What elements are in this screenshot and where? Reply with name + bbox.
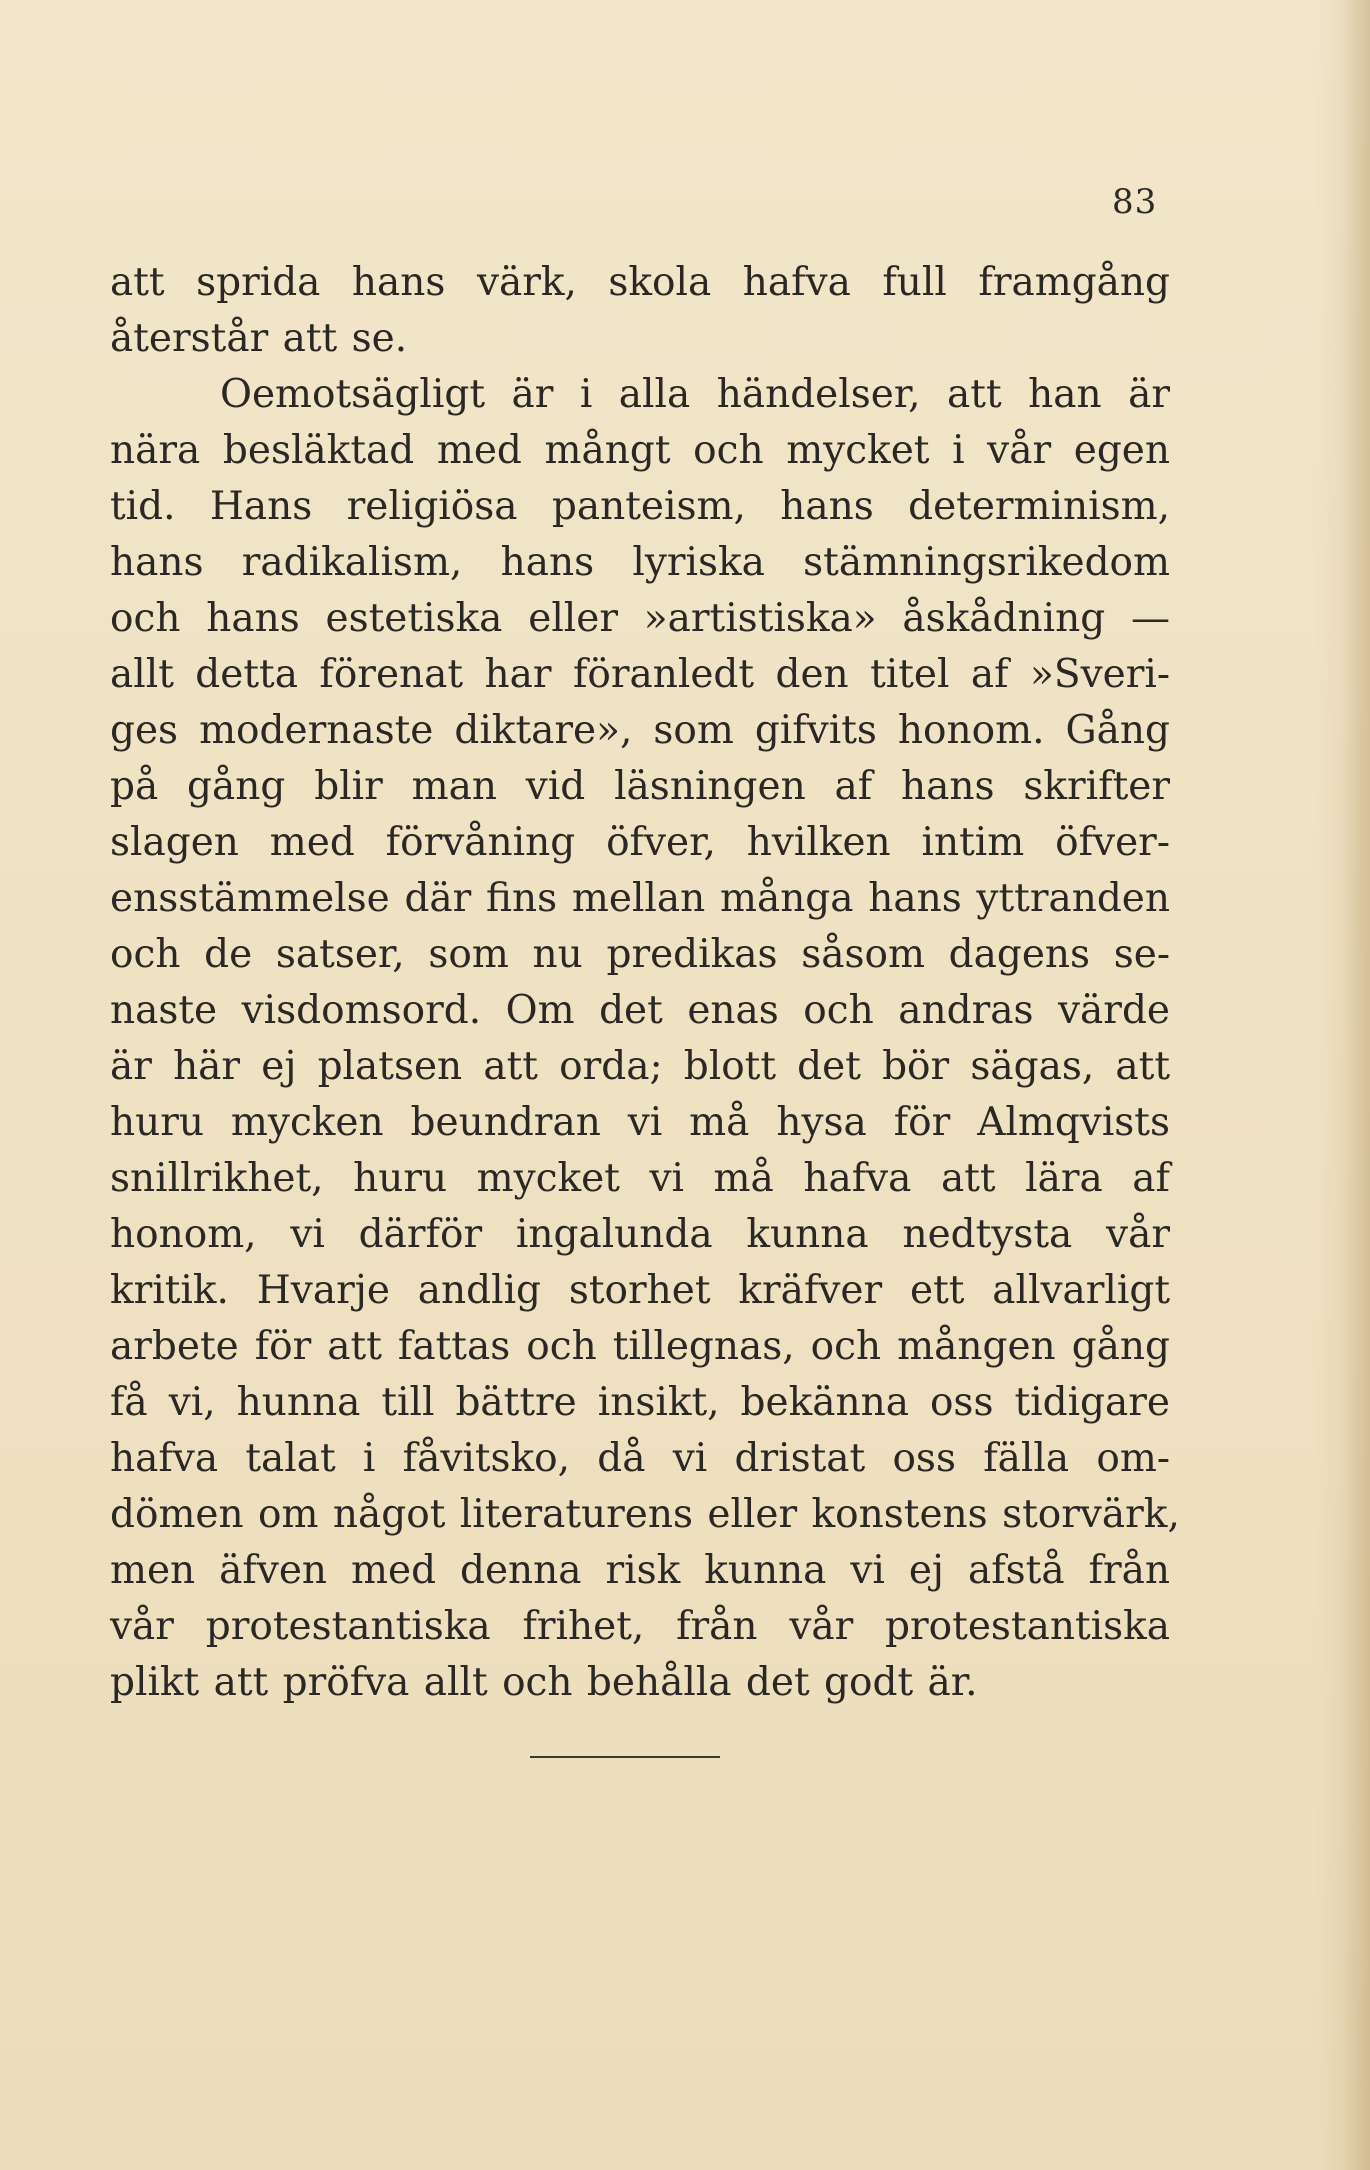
text-line: att sprida hans värk, skola hafva full framgång	[110, 260, 1170, 305]
text-line: huru mycken beundran vi må hysa för Almqvists	[110, 1100, 1170, 1145]
text-line: plikt att pröfva allt och behålla det godt är.	[110, 1660, 978, 1705]
text-line: Oemotsägligt är i alla händelser, att han är	[220, 372, 1170, 417]
text-line: ensstämmelse där fins mellan många hans yttranden	[110, 876, 1170, 921]
text-line: och de satser, som nu predikas såsom dagens se-	[110, 932, 1170, 977]
text-line: är här ej platsen att orda; blott det bör sägas, att	[110, 1044, 1170, 1089]
text-line: naste visdomsord. Om det enas och andras värde	[110, 988, 1170, 1033]
text-line: vår protestantiska frihet, från vår protestantiska	[110, 1604, 1170, 1649]
text-line: återstår att se.	[110, 316, 408, 361]
text-line: nära besläktad med mångt och mycket i vår egen	[110, 428, 1170, 473]
text-line: få vi, hunna till bättre insikt, bekänna oss tidigare	[110, 1380, 1170, 1425]
text-line: ges modernaste diktare», som gifvits honom. Gång	[110, 708, 1170, 753]
page-number: 83	[1112, 182, 1158, 222]
text-line: tid. Hans religiösa panteism, hans determinism,	[110, 484, 1170, 529]
text-line: hafva talat i fåvitsko, då vi dristat oss fälla om-	[110, 1436, 1170, 1481]
page-edge-shadow	[1342, 0, 1370, 2170]
text-line: snillrikhet, huru mycket vi må hafva att lära af	[110, 1156, 1170, 1201]
section-divider	[530, 1756, 720, 1758]
text-line: hans radikalism, hans lyriska stämningsrikedom	[110, 540, 1170, 585]
text-line: dömen om något literaturens eller konstens storvärk,	[110, 1492, 1180, 1537]
body-text	[110, 255, 1180, 1711]
text-line: på gång blir man vid läsningen af hans skrifter	[110, 764, 1170, 809]
text-line: och hans estetiska eller »artistiska» åskådning —	[110, 596, 1170, 641]
text-line: arbete för att fattas och tillegnas, och mången gång	[110, 1324, 1170, 1369]
text-line: honom, vi därför ingalunda kunna nedtysta vår	[110, 1212, 1170, 1257]
text-line: slagen med förvåning öfver, hvilken intim öfver-	[110, 820, 1170, 865]
text-line: allt detta förenat har föranledt den titel af »Sveri-	[110, 652, 1170, 697]
text-line: kritik. Hvarje andlig storhet kräfver ett allvarligt	[110, 1268, 1170, 1313]
text-line: men äfven med denna risk kunna vi ej afstå från	[110, 1548, 1170, 1593]
